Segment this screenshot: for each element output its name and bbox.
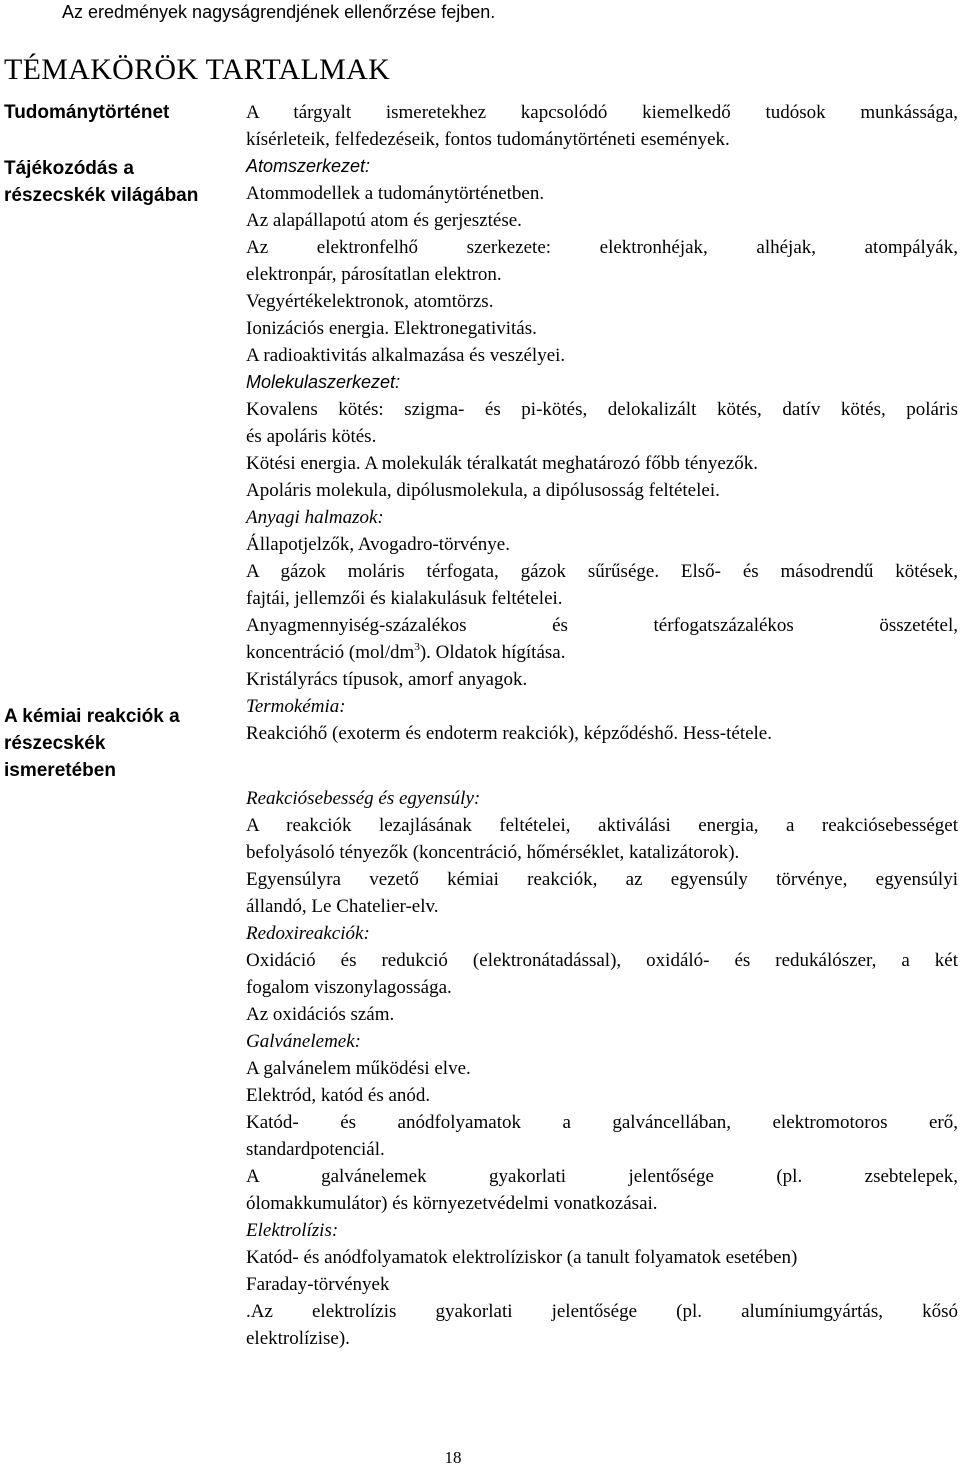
content-line: Katód- és anódfolyamatok a galváncellában, elektromotoros erő, (246, 1112, 958, 1133)
topic-line: részecskék világában (4, 185, 199, 206)
section-heading-anyagi-halmazok: Anyagi halmazok: (246, 507, 384, 528)
content-line: A galvánelemek gyakorlati jelentősége (pl. zsebtelepek, (246, 1166, 958, 1187)
content-line: Az elektronfelhő szerkezete: elektronhéjak, alhéjak, atompályák, (246, 237, 958, 258)
section-heading-atomszerkezet: Atomszerkezet: (246, 156, 371, 176)
konc-superscript: 3 (414, 641, 420, 653)
page-title: TÉMAKÖRÖK TARTALMAK (4, 53, 391, 86)
topic-tudomanytortenet (4, 99, 232, 126)
content-line: Egyensúlyra vezető kémiai reakciók, az egyensúly törvénye, egyensúlyi (246, 869, 958, 890)
content-line: Apoláris molekula, dipólusmolekula, a dipólusosság feltételei. (246, 480, 720, 501)
section-heading-redoxireakciok: Redoxireakciók: (246, 923, 370, 944)
content-line: .Az elektrolízis gyakorlati jelentősége (pl. alumíniumgyártás, kősó (246, 1301, 958, 1322)
content-line: fajtái, jellemzői és kialakulásuk feltételei. (246, 588, 563, 609)
section-heading-galvanelemek: Galvánelemek: (246, 1031, 361, 1052)
content-line: A tárgyalt ismeretekhez kapcsolódó kiemelkedő tudósok munkássága, (246, 102, 958, 123)
konc-text-after: ). Oldatok hígítása. (419, 642, 566, 663)
content-line: állandó, Le Chatelier-elv. (246, 896, 439, 917)
content-line-koncentracio (246, 639, 958, 666)
section-heading-termokemia: Termokémia: (246, 696, 346, 717)
content-line: A galvánelem működési elve. (246, 1058, 471, 1079)
content-line: elektrolízise). (246, 1328, 350, 1349)
content-line: standardpotenciál. (246, 1139, 385, 1160)
topic-line: részecskék (4, 733, 106, 754)
topic-tajekozodas (4, 155, 232, 209)
content-line: ólomakkumulátor) és környezetvédelmi vonatkozásai. (246, 1193, 658, 1214)
topic-line: A kémiai reakciók a (4, 706, 180, 727)
content-line: Vegyértékelektronok, atomtörzs. (246, 291, 494, 312)
content-line: A reakciók lezajlásának feltételei, aktiválási energia, a reakciósebességet (246, 815, 958, 836)
content-line: és apoláris kötés. (246, 426, 377, 447)
content-line: A radioaktivitás alkalmazása és veszélyei. (246, 345, 566, 366)
content-line: Katód- és anódfolyamatok elektrolíziskor (a tanult folyamatok esetében) (246, 1247, 798, 1268)
content-line: Anyagmennyiség-százalékos és térfogatszázalékos összetétel, (246, 615, 958, 636)
topic-line: Tájékozódás a (4, 158, 134, 179)
topic-kemiai-reakciok (4, 703, 232, 784)
content-line: Kovalens kötés: szigma- és pi-kötés, delokalizált kötés, datív kötés, poláris (246, 399, 958, 420)
content-line: Oxidáció és redukció (elektronátadással), oxidáló- és redukálószer, a két (246, 950, 958, 971)
topic-line: Tudománytörténet (4, 102, 170, 123)
intro-sentence: Az eredmények nagyságrendjének ellenőrzése fejben. (62, 2, 496, 22)
section-heading-molekulaszerkezet: Molekulaszerkezet: (246, 372, 401, 392)
content-line: befolyásoló tényezők (koncentráció, hőmérséklet, katalizátorok). (246, 842, 740, 863)
content-line: Az oxidációs szám. (246, 1004, 395, 1025)
content-line: Kötési energia. A molekulák téralkatát meghatározó főbb tényezők. (246, 453, 758, 474)
section-heading-reakciosebesseg: Reakciósebesség és egyensúly: (246, 788, 481, 809)
content-line: fogalom viszonylagossága. (246, 977, 452, 998)
content-line: Faraday-törvények (246, 1274, 390, 1295)
content-line: kísérleteik, felfedezéseik, fontos tudománytörténeti események. (246, 129, 730, 150)
section-heading-elektrolizis: Elektrolízis: (246, 1220, 339, 1241)
content-line: Reakcióhő (exoterm és endoterm reakciók), képződéshő. Hess-tétele. (246, 723, 772, 744)
konc-text: koncentráció (mol/dm (246, 642, 415, 663)
topic-line: ismeretében (4, 760, 116, 781)
content-block-2 (246, 785, 958, 1352)
content-line: A gázok moláris térfogata, gázok sűrűsége. Első- és másodrendű kötések, (246, 561, 958, 582)
content-line: Ionizációs energia. Elektronegativitás. (246, 318, 537, 339)
content-line: Az alapállapotú atom és gerjesztése. (246, 210, 522, 231)
content-line: Kristályrács típusok, amorf anyagok. (246, 669, 528, 690)
content-line: Atommodellek a tudománytörténetben. (246, 183, 545, 204)
content-line: Állapotjelzők, Avogadro-törvénye. (246, 534, 510, 555)
content-block-1 (246, 99, 958, 747)
page-number: 18 (444, 1448, 462, 1467)
content-line: Elektród, katód és anód. (246, 1085, 431, 1106)
content-line: elektronpár, párosítatlan elektron. (246, 264, 502, 285)
